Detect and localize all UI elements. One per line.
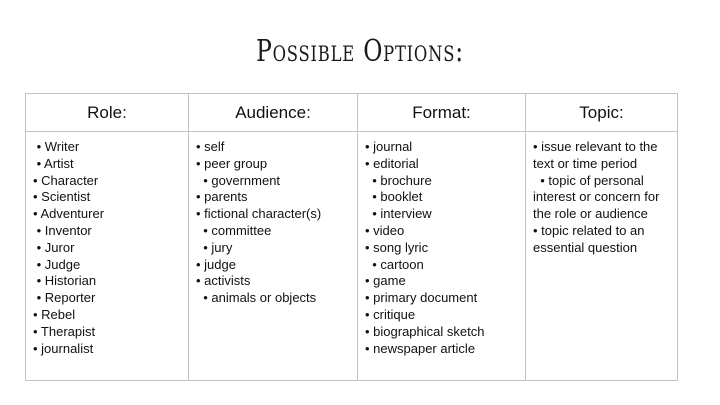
header-topic: Topic: bbox=[526, 94, 678, 132]
list-item: • judge bbox=[196, 256, 236, 272]
list-item: • self bbox=[196, 139, 225, 154]
list-item: • topic related to an essential question bbox=[533, 222, 649, 255]
list-item: • issue relevant to the text or time period bbox=[533, 139, 662, 171]
role-list bbox=[33, 139, 184, 357]
list-item: • game bbox=[365, 273, 406, 289]
list-item: • Therapist bbox=[33, 323, 96, 339]
list-item: • topic of personal interest or concern for the role or audience bbox=[533, 172, 664, 222]
list-item: • animals or objects bbox=[196, 290, 317, 306]
list-item: • Rebel bbox=[33, 306, 76, 322]
list-item: • activists bbox=[196, 273, 251, 289]
list-item: • Writer bbox=[33, 139, 80, 154]
list-item: • primary document bbox=[365, 290, 478, 306]
list-item: • Judge bbox=[33, 256, 81, 272]
topic-cell bbox=[526, 132, 678, 381]
list-item: • cartoon bbox=[365, 256, 424, 272]
list-item: • editorial bbox=[365, 155, 419, 171]
page-title: Possible Options: bbox=[256, 34, 464, 69]
format-cell bbox=[358, 132, 526, 381]
list-item: • journal bbox=[365, 139, 413, 154]
list-item: • interview bbox=[365, 206, 432, 222]
list-item: • biographical sketch bbox=[365, 323, 485, 339]
list-item: • newspaper article bbox=[365, 340, 476, 356]
list-item: • Inventor bbox=[33, 222, 92, 238]
list-item: • critique bbox=[365, 306, 416, 322]
list-item: • fictional character(s) bbox=[196, 206, 322, 222]
list-item: • government bbox=[196, 172, 281, 188]
list-item: • Scientist bbox=[33, 189, 91, 205]
list-item: • song lyric bbox=[365, 239, 429, 255]
format-list bbox=[365, 139, 521, 357]
list-item: • video bbox=[365, 222, 405, 238]
list-item: • Adventurer bbox=[33, 206, 105, 222]
list-item: • Juror bbox=[33, 239, 75, 255]
topic-list bbox=[533, 139, 673, 257]
list-item: • committee bbox=[196, 222, 272, 238]
header-format: Format: bbox=[358, 94, 526, 132]
table-row bbox=[26, 132, 678, 381]
list-item: • Historian bbox=[33, 273, 97, 289]
list-item: • journalist bbox=[33, 340, 94, 356]
list-item: • parents bbox=[196, 189, 248, 205]
header-audience: Audience: bbox=[189, 94, 358, 132]
list-item: • Reporter bbox=[33, 290, 96, 306]
table-header-row bbox=[26, 94, 678, 132]
list-item: • peer group bbox=[196, 155, 268, 171]
header-role: Role: bbox=[26, 94, 189, 132]
list-item: • brochure bbox=[365, 172, 432, 188]
list-item: • booklet bbox=[365, 189, 423, 205]
list-item: • jury bbox=[196, 239, 233, 255]
audience-cell bbox=[189, 132, 358, 381]
role-cell bbox=[26, 132, 189, 381]
list-item: • Artist bbox=[33, 155, 74, 171]
audience-list bbox=[196, 139, 353, 307]
list-item: • Character bbox=[33, 172, 99, 188]
options-table bbox=[25, 93, 678, 381]
